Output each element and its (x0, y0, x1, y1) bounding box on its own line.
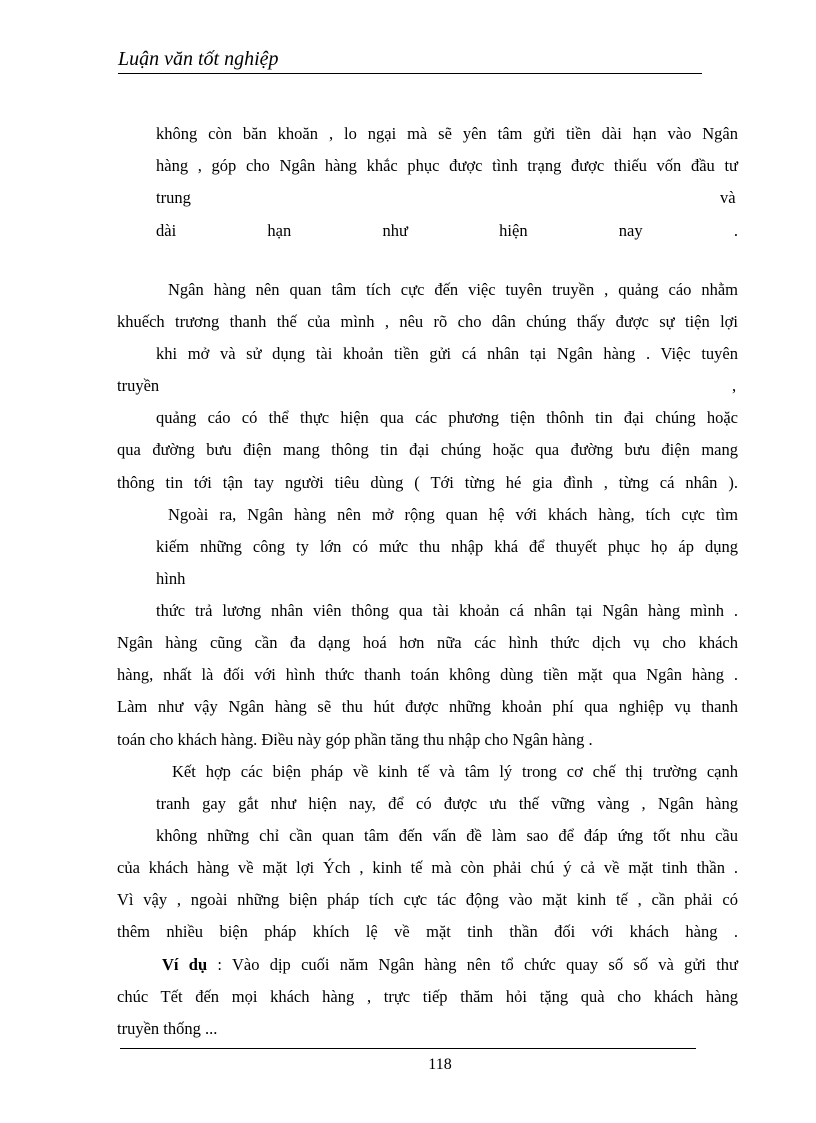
text-line: truyền thống ... (117, 1019, 218, 1038)
footer-divider (120, 1048, 696, 1049)
text-line: tranh gay gắt như hiện nay, để có được ưu thế vững vàng , Ngân hàng (156, 794, 738, 813)
text-line: và (720, 188, 736, 207)
text-line: hình (156, 569, 186, 588)
header-divider (118, 73, 702, 74)
text-line: quảng cáo có thể thực hiện qua các phương tiện thônh tin đại chúng hoặc (156, 408, 738, 427)
text-line: Ngân hàng nên quan tâm tích cực đến việc tuyên truyền , quảng cáo nhằm (168, 280, 738, 299)
text-line: chúc Tết đến mọi khách hàng , trực tiếp thăm hỏi tặng quà cho khách hàng (117, 987, 738, 1006)
text-line: Ngân hàng cũng cần đa dạng hoá hơn nữa các hình thức dịch vụ cho khách (117, 633, 738, 652)
text-line: , (732, 376, 737, 395)
text-line: không còn băn khoăn , lo ngại mà sẽ yên tâm gửi tiền dài hạn vào Ngân (156, 124, 738, 143)
text-line: Kết hợp các biện pháp về kinh tế và tâm lý trong cơ chế thị trường cạnh (172, 762, 738, 781)
page-header-title: Luận văn tốt nghiệp (118, 48, 279, 70)
text-line: trung (156, 188, 191, 207)
text-line: thông tin tới tận tay người tiêu dùng ( Tới từng hé gia đình , từng cá nhân ). (117, 473, 738, 492)
text-line: thêm nhiều biện pháp khích lệ về mặt tinh thần đối với khách hàng . (117, 922, 738, 941)
text-line: toán cho khách hàng. Điều này góp phần tăng thu nhập cho Ngân hàng . (117, 730, 593, 749)
example-line (162, 955, 738, 975)
text-line: Vào dịp cuối năm Ngân hàng nên tổ chức quay số số và gửi thư (231, 955, 738, 974)
text-line: Ngoài ra, Ngân hàng nên mở rộng quan hệ với khách hàng, tích cực tìm (168, 505, 738, 524)
text-line: dài hạn như hiện nay . (156, 221, 738, 240)
text-line: hàng, nhất là đối với hình thức thanh toán không dùng tiền mặt qua Ngân hàng . (117, 665, 738, 684)
text-line: khuếch trương thanh thế của mình , nêu rõ cho dân chúng thấy được sự tiện lợi (117, 312, 738, 331)
text-line: kiếm những công ty lớn có mức thu nhập khá để thuyết phục họ áp dụng (156, 537, 738, 556)
text-line: Vì vậy , ngoài những biện pháp tích cực tác động vào mặt kinh tế , cần phải có (117, 890, 738, 909)
text-line: qua đường bưu điện mang thông tin đại chúng hoặc qua đường bưu điện mang (117, 440, 738, 459)
text-line: khi mở và sử dụng tài khoản tiền gửi cá nhân tại Ngân hàng . Việc tuyên (156, 344, 738, 363)
text-line: truyền (117, 376, 160, 395)
text-line: thức trả lương nhân viên thông qua tài khoản cá nhân tại Ngân hàng mình . (156, 601, 738, 620)
page-number: 118 (428, 1056, 452, 1073)
text-line: của khách hàng về mặt lợi Ých , kinh tế mà còn phải chú ý cả về mặt tinh thần . (117, 858, 738, 877)
example-label: Ví dụ (162, 955, 208, 974)
example-colon: : (207, 955, 232, 974)
text-line: hàng , góp cho Ngân hàng khắc phục được tình trạng được thiếu vốn đầu tư (156, 156, 738, 175)
text-line: Làm như vậy Ngân hàng sẽ thu hút được những khoản phí qua nghiệp vụ thanh (117, 697, 738, 716)
text-line: không những chỉ cần quan tâm đến vấn đề làm sao để đáp ứng tốt nhu cầu (156, 826, 738, 845)
